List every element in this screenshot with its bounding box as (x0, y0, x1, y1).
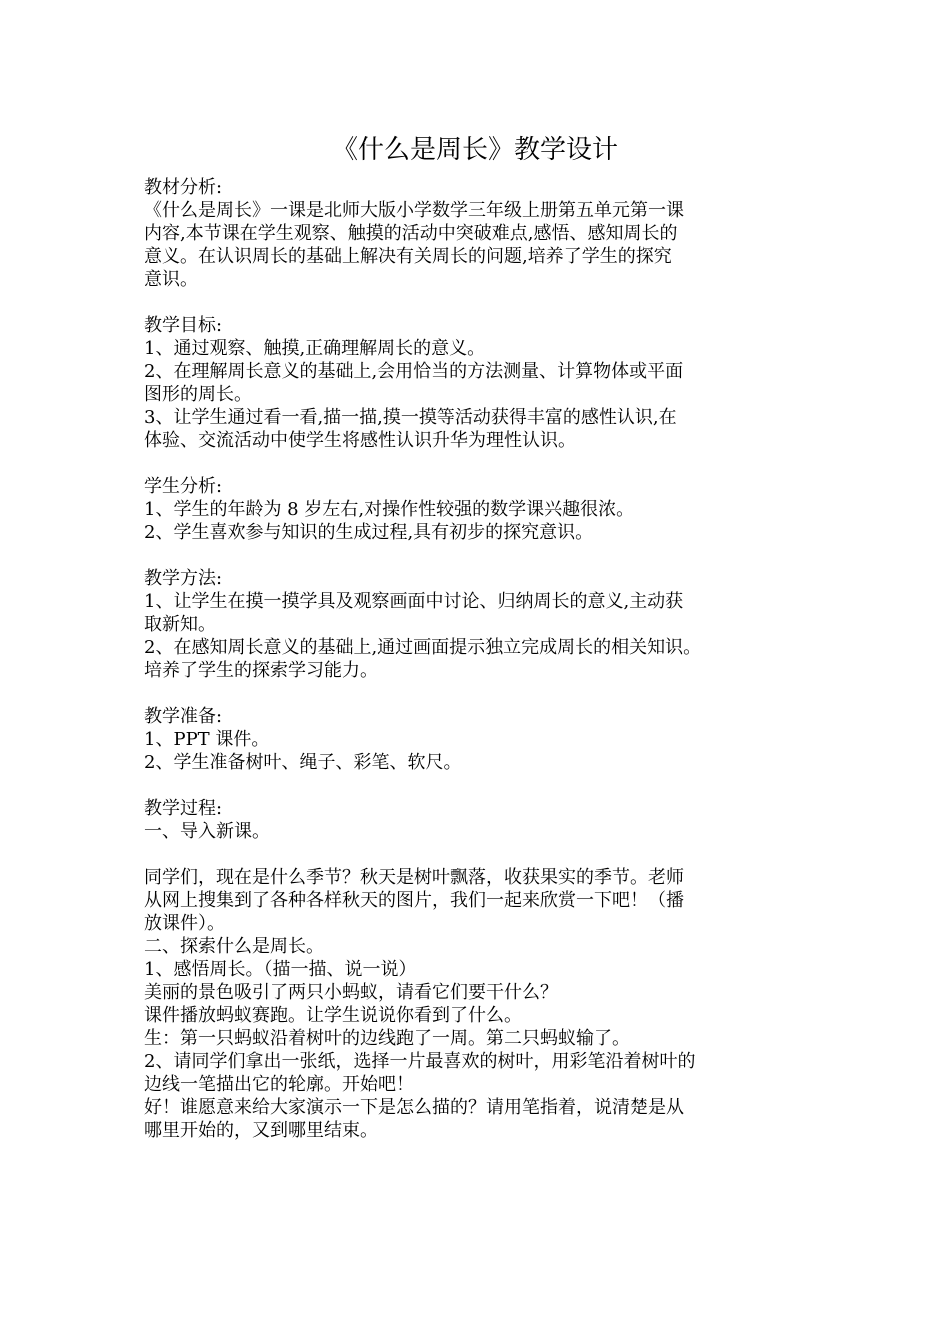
paragraph-line: 培养了学生的探索学习能力。 (144, 660, 378, 681)
section-heading-preparation: 教学准备: (144, 706, 223, 727)
paragraph-line: 内容,本节课在学生观察、触摸的活动中突破难点,感悟、感知周长的 (144, 223, 678, 244)
spacer (144, 544, 824, 567)
paragraph-line: 课件播放蚂蚁赛跑。让学生说说你看到了什么。 (144, 1005, 522, 1026)
spacer (144, 843, 824, 866)
subsection-heading: 一、导入新课。 (144, 821, 270, 842)
paragraph-line: 3、让学生通过看一看,描一描,摸一摸等活动获得丰富的感性认识,在 (144, 407, 677, 428)
spacer (144, 682, 824, 705)
paragraph-line: 哪里开始的，又到哪里结束。 (144, 1120, 378, 1141)
paragraph-line: 好！谁愿意来给大家演示一下是怎么描的？请用笔指着，说清楚是从 (144, 1097, 684, 1118)
paragraph-line: 2、学生准备树叶、绳子、彩笔、软尺。 (144, 752, 462, 773)
paragraph-line: 2、在感知周长意义的基础上,通过画面提示独立完成周长的相关知识。 (144, 637, 702, 658)
paragraph-line: 意识。 (144, 269, 198, 290)
spacer (144, 774, 824, 797)
paragraph-line: 意义。在认识周长的基础上解决有关周长的问题,培养了学生的探究 (144, 246, 672, 267)
page-title: 《什么是周长》教学设计 (331, 135, 618, 165)
paragraph-line: 体验、交流活动中使学生将感性认识升华为理性认识。 (144, 430, 576, 451)
section-heading-process: 教学过程: (144, 798, 223, 819)
section-heading-students: 学生分析: (144, 476, 223, 497)
section-heading-material: 教材分析: (144, 177, 223, 198)
section-heading-goals: 教学目标: (144, 315, 223, 336)
paragraph-line: 1、让学生在摸一摸学具及观察画面中讨论、归纳周长的意义,主动获 (144, 591, 684, 612)
subsection-heading: 二、探索什么是周长。 (144, 936, 324, 957)
spacer (144, 452, 824, 475)
paragraph-line: 2、在理解周长意义的基础上,会用恰当的方法测量、计算物体或平面 (144, 361, 684, 382)
paragraph-line: 图形的周长。 (144, 384, 252, 405)
document-body (144, 176, 824, 1142)
paragraph-line: 1、学生的年龄为 8 岁左右,对操作性较强的数学课兴趣很浓。 (144, 499, 635, 520)
paragraph-line: 《什么是周长》一课是北师大版小学数学三年级上册第五单元第一课 (144, 200, 684, 221)
paragraph-line: 生：第一只蚂蚁沿着树叶的边线跑了一周。第二只蚂蚁输了。 (144, 1028, 630, 1049)
paragraph-line: 同学们，现在是什么季节？秋天是树叶飘落，收获果实的季节。老师 (144, 867, 684, 888)
paragraph-line: 2、学生喜欢参与知识的生成过程,具有初步的探究意识。 (144, 522, 594, 543)
paragraph-line: 1、PPT 课件。 (144, 729, 270, 750)
section-heading-methods: 教学方法: (144, 568, 223, 589)
paragraph-line: 美丽的景色吸引了两只小蚂蚁，请看它们要干什么？ (144, 982, 558, 1003)
paragraph-line: 取新知。 (144, 614, 216, 635)
paragraph-line: 1、通过观察、触摸,正确理解周长的意义。 (144, 338, 486, 359)
paragraph-line: 放课件）。 (144, 913, 225, 934)
paragraph-line: 从网上搜集到了各种各样秋天的图片，我们一起来欣赏一下吧！（播 (144, 890, 684, 911)
paragraph-line: 1、感悟周长。（描一描、说一说） (144, 959, 417, 980)
spacer (144, 291, 824, 314)
paragraph-line: 2、请同学们拿出一张纸，选择一片最喜欢的树叶，用彩笔沿着树叶的 (144, 1051, 696, 1072)
paragraph-line: 边线一笔描出它的轮廓。开始吧！ (144, 1074, 414, 1095)
